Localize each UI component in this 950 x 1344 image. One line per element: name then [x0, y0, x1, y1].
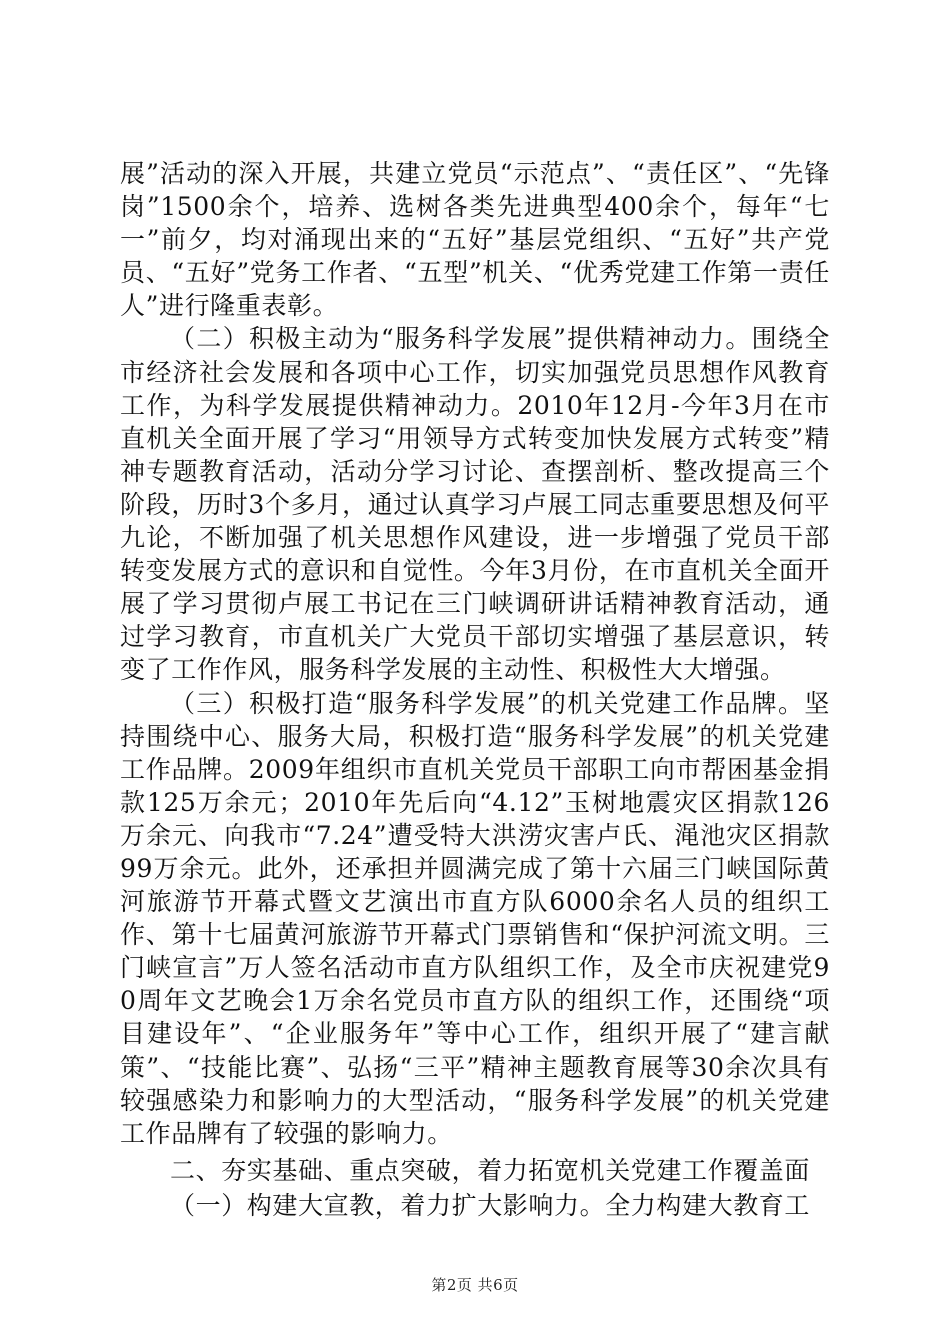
paragraph-party-brand: （三）积极打造“服务科学发展”的机关党建工作品牌。坚持围绕中心、服务大局，积极打造“服务科学发展”的机关党建工作品牌。2009年组织市直机关党员干部职工向市帮困基金捐款125万余元；2010年先后向“4.12”玉树地震灾区捐款126万余元、向我市“7.24”遭受特大洪涝灾害卢氏、渑池灾区捐款99万余元。此外，还承担并圆满完成了第十六届三门峡国际黄河旅游节开幕式暨文艺演出市直方队6000余名人员的组织工作、第十七届黄河旅游节开幕式门票销售和“保护河流文明。三门峡宣言”万人签名活动市直方队组织工作，及全市庆祝建党90周年文艺晚会1万余名党员市直方队的组织工作，还围绕“项目建设年”、“企业服务年”等中心工作，组织开展了“建言献策”、“技能比赛”、弘扬“三平”精神主题教育展等30余次具有较强感染力和影响力的大型活动，“服务科学发展”的机关党建工作品牌有了较强的影响力。: [120, 688, 830, 1148]
paragraph-spiritual-motivation: （二）积极主动为“服务科学发展”提供精神动力。围绕全市经济社会发展和各项中心工作，切实加强党员思想作风教育工作，为科学发展提供精神动力。2010年12月-今年3月在市直机关全面开展了学习“用领导方式转变加快发展方式转变”精神专题教育活动，活动分学习讨论、查摆剖析、整改提高三个阶段，历时3个多月，通过认真学习卢展工同志重要思想及何平九论，不断加强了机关思想作风建设，进一步增强了党员干部转变发展方式的意识和自觉性。今年3月份，在市直机关全面开展了学习贯彻卢展工书记在三门峡调研讲话精神教育活动，通过学习教育，市直机关广大党员干部切实增强了基层意识，转变了工作作风，服务科学发展的主动性、积极性大大增强。: [120, 324, 830, 685]
section-heading: 二、夯实基础、重点突破，着力拓宽机关党建工作覆盖面: [170, 1155, 811, 1185]
document-body: [120, 157, 830, 1222]
page-number-footer: 第2页 共6页: [431, 1276, 519, 1294]
paragraph-publicity-education: （一）构建大宣教，着力扩大影响力。全力构建大教育工: [170, 1190, 811, 1220]
paragraph-continuation: 展”活动的深入开展，共建立党员“示范点”、“责任区”、“先锋岗”1500余个，培养、选树各类先进典型400余个，每年“七一”前夕，均对涌现出来的“五好”基层党组织、“五好”共产党员、“五好”党务工作者、“五型”机关、“优秀党建工作第一责任人”进行隆重表彰。: [120, 159, 830, 321]
